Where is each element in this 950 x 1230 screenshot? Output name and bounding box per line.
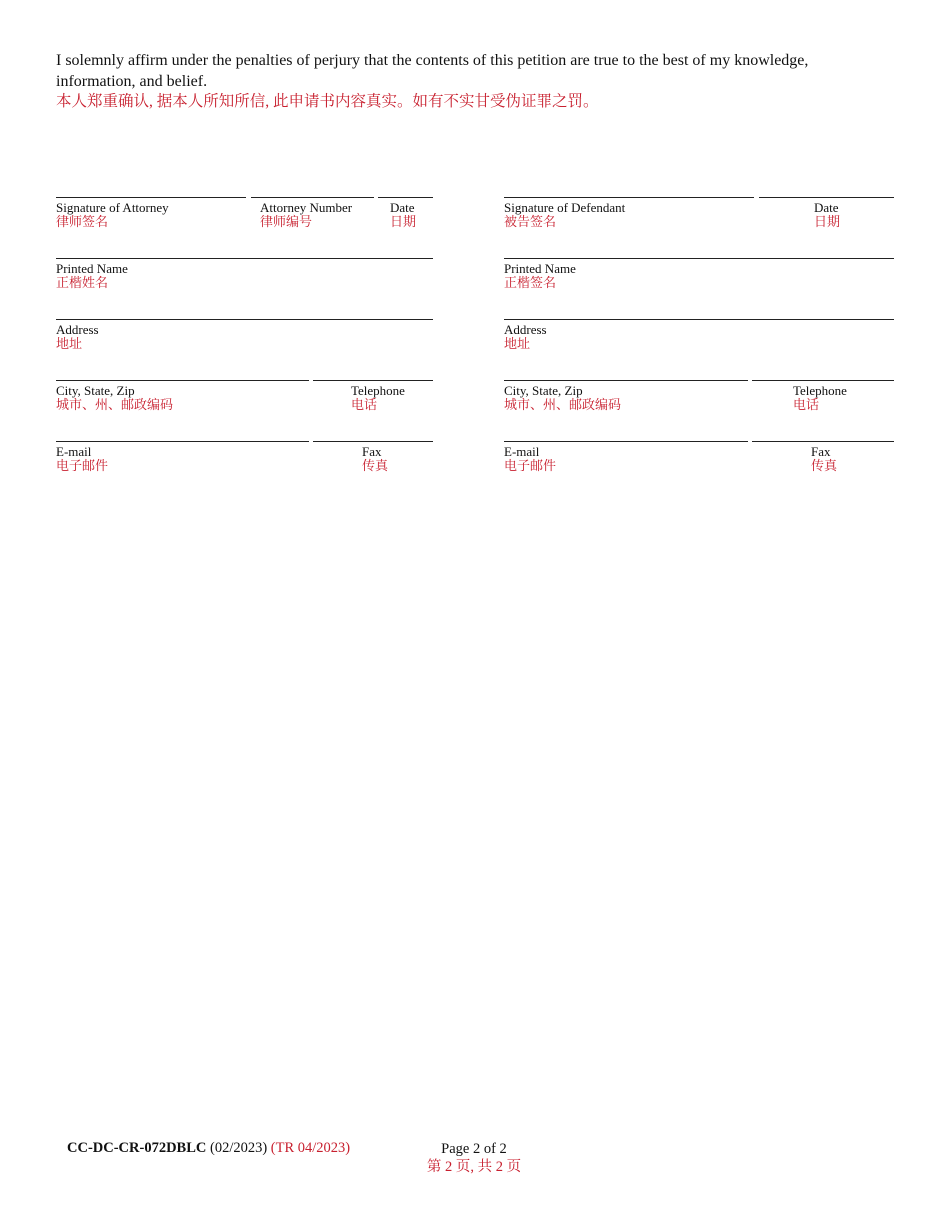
attorney-date-label: Date 日期 — [390, 200, 417, 229]
affirmation-english: I solemnly affirm under the penalties of perjury that the contents of this petition are true to the best of my knowledge, information, and belief. — [56, 52, 809, 90]
defendant-fax-line[interactable] — [752, 441, 894, 442]
attorney-telephone-line[interactable] — [313, 380, 433, 381]
attorney-city-line[interactable] — [56, 380, 309, 381]
defendant-email-label: E-mail 电子邮件 — [504, 444, 557, 473]
defendant-fax-label: Fax 传真 — [811, 444, 838, 473]
defendant-date-label: Date 日期 — [814, 200, 841, 229]
attorney-telephone-label: Telephone 电话 — [351, 383, 405, 412]
attorney-fax-label: Fax 传真 — [362, 444, 389, 473]
attorney-city-label: City, State, Zip 城市、州、邮政编码 — [56, 383, 174, 412]
attorney-email-label: E-mail 电子邮件 — [56, 444, 109, 473]
affirmation-statement — [56, 50, 886, 112]
defendant-telephone-label: Telephone 电话 — [793, 383, 847, 412]
attorney-printed-name-line[interactable] — [56, 258, 433, 259]
page-number-english: Page 2 of 2 — [441, 1141, 507, 1157]
form-translation-date: (TR 04/2023) — [270, 1140, 351, 1156]
attorney-date-line[interactable] — [378, 197, 433, 198]
attorney-fax-line[interactable] — [313, 441, 433, 442]
attorney-signature-label: Signature of Attorney 律师签名 — [56, 200, 169, 229]
attorney-signature-line[interactable] — [56, 197, 246, 198]
attorney-address-line[interactable] — [56, 319, 433, 320]
defendant-address-line[interactable] — [504, 319, 894, 320]
defendant-city-line[interactable] — [504, 380, 748, 381]
attorney-number-line[interactable] — [251, 197, 374, 198]
defendant-date-line[interactable] — [759, 197, 894, 198]
form-code-id: CC-DC-CR-072DBLC — [67, 1140, 207, 1156]
attorney-number-label: Attorney Number 律师编号 — [260, 200, 353, 229]
defendant-address-label: Address 地址 — [504, 322, 547, 351]
form-code — [67, 1140, 350, 1157]
page-number — [424, 1140, 524, 1176]
defendant-printed-name-label: Printed Name 正楷签名 — [504, 261, 576, 290]
attorney-address-label: Address 地址 — [56, 322, 99, 351]
defendant-telephone-line[interactable] — [752, 380, 894, 381]
defendant-printed-name-line[interactable] — [504, 258, 894, 259]
defendant-email-line[interactable] — [504, 441, 748, 442]
attorney-email-line[interactable] — [56, 441, 309, 442]
attorney-printed-name-label: Printed Name 正楷姓名 — [56, 261, 128, 290]
form-code-date: (02/2023) — [209, 1140, 268, 1156]
defendant-signature-line[interactable] — [504, 197, 754, 198]
defendant-signature-label: Signature of Defendant 被告签名 — [504, 200, 626, 229]
defendant-city-label: City, State, Zip 城市、州、邮政编码 — [504, 383, 622, 412]
affirmation-chinese: 本人郑重确认, 据本人所知所信, 此申请书内容真实。如有不实甘受伪证罪之罚。 — [56, 93, 599, 110]
page-number-chinese: 第 2 页, 共 2 页 — [426, 1159, 522, 1175]
